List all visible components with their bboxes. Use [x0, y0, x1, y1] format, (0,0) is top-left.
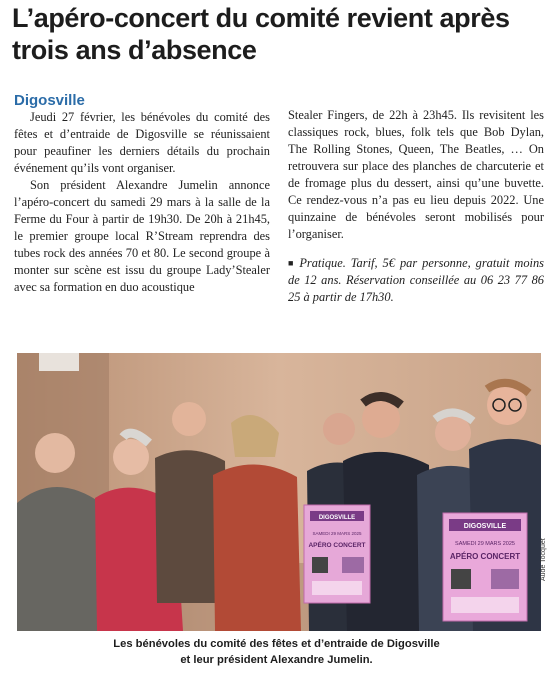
group-photo: [17, 353, 541, 631]
paragraph-3: Stealer Fingers, de 22h à 23h45. Ils revisitent les classiques rock, blues, folk tels que Bob Dylan, The Rolling Stones, Queen, The Beatles, … On retrouvera sur place des planches de charcuterie et de fromage plus du dessert, ainsi qu’une buvette. Ce rendez-vous n’a pas eu lieu depuis 2022. Une quinzaine de bénévoles seront mobilisés pour l’organiser.: [288, 108, 544, 241]
poster-left-org: DIGOSVILLE: [318, 515, 356, 521]
article-column-left: [14, 92, 270, 296]
headline: L’apéro-concert du comité revient après trois ans d’absence: [12, 3, 510, 65]
paragraph-2: Son président Alexandre Jumelin annonce l’apéro-concert du samedi 29 mars à la salle de la Ferme du Four à partir de 19h30. De 20h à 21h45, le premier groupe local R’Stream reprendra des tubes rock des années 70 et 80. Le second groupe à monter sur scène est issu du groupe Lady’Stealer avec sa formation en duo acoustique: [14, 178, 270, 294]
bullet-square-icon: ■: [288, 258, 296, 268]
photo-caption-line-1: Les bénévoles du comité des fêtes et d’entraide de Digosville: [113, 638, 440, 650]
poster-right-org: DIGOSVILLE: [463, 523, 507, 530]
paragraph-1: Jeudi 27 février, les bénévoles du comité des fêtes et d’entraide de Digosville se réunissaient pour peaufiner les derniers détails du prochain événement qu’ils vont organiser.: [14, 110, 270, 175]
poster-right-title: APÉRO CONCERT: [449, 552, 521, 561]
photo-caption: [14, 636, 539, 668]
poster-left-date: SAMEDI 29 MARS 2025: [312, 531, 362, 536]
concert-poster-right: [443, 513, 527, 621]
photo-caption-line-2: et leur président Alexandre Jumelin.: [180, 654, 373, 666]
practical-text: Pratique. Tarif, 5€ par personne, gratuit moins de 12 ans. Réservation conseillée au 06 23 77 86 25 à partir de 17h30.: [288, 256, 545, 304]
group-photo-illustration: [17, 353, 541, 631]
article-column-right: [288, 107, 544, 306]
photo-credit: Aude Tocquet: [540, 538, 547, 581]
dateline: Digosville: [14, 92, 85, 109]
poster-left-title: APÉRO CONCERT: [308, 542, 366, 549]
poster-right-date: SAMEDI 29 MARS 2025: [455, 541, 515, 547]
practical-info: [288, 255, 544, 306]
concert-poster-left: [304, 505, 370, 603]
